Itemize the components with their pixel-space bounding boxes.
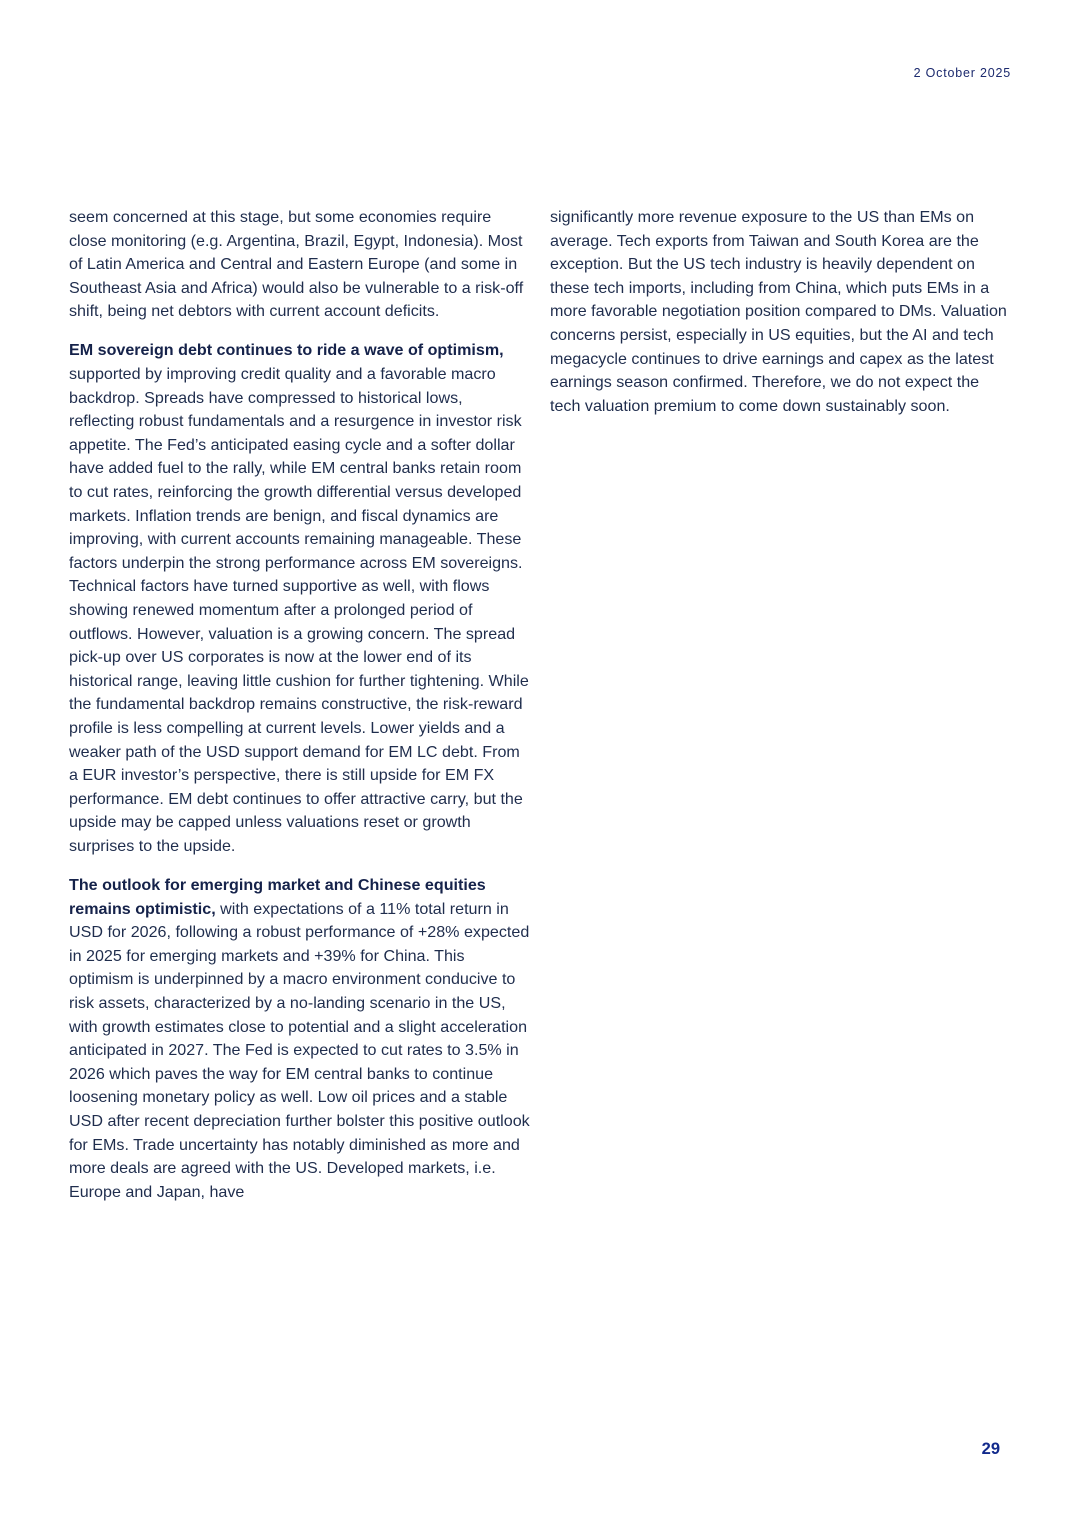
- page-number: 29: [981, 1440, 1000, 1458]
- paragraph-text: supported by improving credit quality and a favorable macro backdrop. Spreads have compressed to historical lows, reflecting robust fundamentals and a resurgence in investor risk appetite. The Fed’s anticipated easing cycle and a softer dollar have added fuel to the rally, while EM central banks retain room to cut rates, reinforcing the growth differential versus developed markets. Inflation trends are benign, and fiscal dynamics are improving, with current accounts remaining manageable. These factors underpin the strong performance across EM sovereigns. Technical factors have turned supportive as well, with flows showing renewed momentum after a prolonged period of outflows. However, valuation is a growing concern. The spread pick-up over US corporates is now at the lower end of its historical range, leaving little cushion for further tightening. While the fundamental backdrop remains constructive, the risk-reward profile is less compelling at current levels. Lower yields and a weaker path of the USD support demand for EM LC debt. From a EUR investor’s perspective, there is still upside for EM FX performance. EM debt continues to offer attractive carry, but the upside may be capped unless valuations reset or growth surprises to the upside.: [69, 365, 529, 855]
- paragraph-text: seem concerned at this stage, but some economies require close monitoring (e.g. Argentina, Brazil, Egypt, Indonesia). Most of Latin America and Central and Eastern Europe (and some in Southeast Asia and Africa) would also be vulnerable to a risk-off shift, being net debtors with current account deficits.: [69, 208, 524, 321]
- header-date: 2 October 2025: [913, 66, 1011, 80]
- right-column: [550, 206, 1012, 434]
- paragraph-lead: EM sovereign debt continues to ride a wave of optimism,: [69, 341, 504, 360]
- paragraph-text: with expectations of a 11% total return in USD for 2026, following a robust performance of +28% expected in 2025 for emerging markets and +39% for China. This optimism is underpinned by a macro environment conducive to risk assets, characterized by a no-landing scenario in the US, with growth estimates close to potential and a slight acceleration anticipated in 2027. The Fed is expected to cut rates to 3.5% in 2026 which paves the way for EM central banks to continue loosening monetary policy as well. Low oil prices and a stable USD after recent depreciation further bolster this positive outlook for EMs. Trade uncertainty has notably diminished as more and more deals are agreed with the US. Developed markets, i.e. Europe and Japan, have: [69, 899, 530, 1201]
- paragraph-text: significantly more revenue exposure to the US than EMs on average. Tech exports from Taiwan and South Korea are the exception. But the US tech industry is heavily dependent on these tech imports, including from China, which puts EMs in a more favorable negotiation position compared to DMs. Valuation concerns persist, especially in US equities, but the AI and tech megacycle continues to drive earnings and capex as the latest earnings season confirmed. Therefore, we do not expect the tech valuation premium to come down sustainably soon.: [550, 208, 1007, 415]
- paragraph-em-sovereign-debt: [69, 339, 531, 858]
- paragraph-em-equities-outlook: [69, 874, 531, 1204]
- paragraph-em-risk-monitoring: [69, 206, 531, 324]
- left-column: [69, 206, 531, 1220]
- paragraph-tech-exposure: [550, 206, 1012, 418]
- paragraph-lead: The outlook for emerging market and Chinese equities remains optimistic,: [69, 876, 486, 918]
